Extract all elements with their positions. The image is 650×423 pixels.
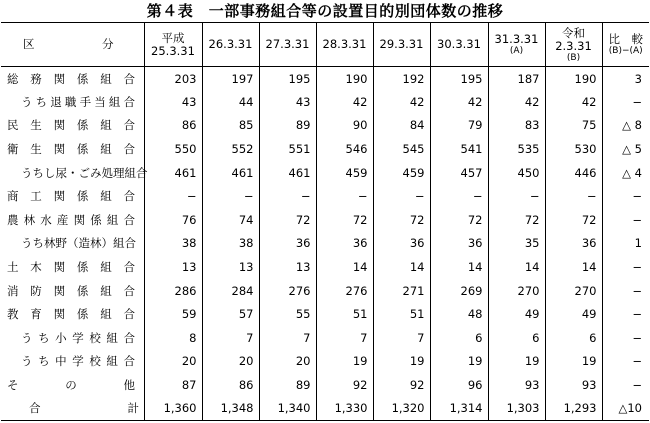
cell-value: 20 [202,350,259,374]
cell-value: 541 [430,137,488,161]
cell-value: 42 [488,90,545,114]
table-row [1,255,649,279]
cell-value: 96 [430,373,488,397]
row-label: 衛 生 関 係 組 合 [7,142,135,157]
cell-value: 72 [259,208,316,232]
row-label: う ち 小 学 校 組 合 [21,330,135,345]
cell-compare: − [602,279,649,303]
cell-value: 14 [545,255,602,279]
cell-value: − [488,184,545,208]
cell-value: 14 [430,255,488,279]
header-col: 平成 25.3.31 [144,23,202,67]
header-col: 令和 2.3.31 (B) [545,23,602,67]
cell-value: 93 [488,373,545,397]
cell-compare: △ 4 [602,161,649,185]
cell-value: 72 [545,208,602,232]
header-col: 29.3.31 [373,23,430,67]
cell-value: 197 [202,67,259,91]
header-label: 区 分 [1,23,144,67]
cell-value: 51 [316,302,373,326]
cell-value: 49 [488,302,545,326]
cell-value: 1,360 [144,397,202,421]
cell-value: 551 [259,137,316,161]
cell-value: 92 [316,373,373,397]
cell-value: 192 [373,67,430,91]
cell-value: 276 [316,279,373,303]
cell-value: 89 [259,373,316,397]
cell-value: 55 [259,302,316,326]
row-label: う ち 退 職 手 当 組 合 [21,94,135,109]
cell-value: 19 [430,350,488,374]
cell-compare: − [602,326,649,350]
cell-value: 7 [259,326,316,350]
table-row [1,326,649,350]
cell-value: 72 [373,208,430,232]
cell-value: 44 [202,90,259,114]
cell-value: 550 [144,137,202,161]
table-row [1,397,649,421]
row-label: う ち 林 野 （ 造 林 ） 組 合 [21,236,136,251]
cell-compare: 1 [602,232,649,256]
cell-value: 76 [144,208,202,232]
table-row [1,350,649,374]
cell-value: − [316,184,373,208]
cell-compare: △ 8 [602,114,649,138]
cell-value: 42 [373,90,430,114]
cell-value: 1,348 [202,397,259,421]
table-row [1,90,649,114]
cell-value: − [144,184,202,208]
table-row [1,232,649,256]
cell-value: 35 [488,232,545,256]
row-label: 消 防 関 係 組 合 [7,283,135,298]
row-label: 合 計 [1,397,144,421]
cell-value: 187 [488,67,545,91]
cell-value: 72 [430,208,488,232]
cell-value: 1,314 [430,397,488,421]
cell-value: 87 [144,373,202,397]
row-label: そ の 他 [7,378,135,393]
cell-value: 269 [430,279,488,303]
table-row [1,67,649,91]
cell-value: 36 [545,232,602,256]
cell-value: 195 [259,67,316,91]
cell-compare: △ 5 [602,137,649,161]
cell-value: 276 [259,279,316,303]
cell-value: 14 [488,255,545,279]
cell-value: 461 [259,161,316,185]
cell-value: 457 [430,161,488,185]
cell-value: 286 [144,279,202,303]
cell-value: 79 [430,114,488,138]
cell-value: 75 [545,114,602,138]
cell-value: 13 [144,255,202,279]
cell-value: 459 [373,161,430,185]
cell-value: 461 [144,161,202,185]
cell-value: 7 [202,326,259,350]
cell-value: 7 [316,326,373,350]
cell-value: 14 [373,255,430,279]
cell-value: 38 [144,232,202,256]
cell-compare: − [602,373,649,397]
cell-value: 57 [202,302,259,326]
cell-value: 19 [545,350,602,374]
cell-value: 42 [430,90,488,114]
cell-value: 284 [202,279,259,303]
cell-compare: − [602,350,649,374]
cell-value: 552 [202,137,259,161]
cell-value: 92 [373,373,430,397]
cell-compare: 3 [602,67,649,91]
row-label: 土 木 関 係 組 合 [7,260,135,275]
cell-value: 461 [202,161,259,185]
cell-value: 459 [316,161,373,185]
header-col-compare: 比 較 (B)−(A) [602,23,649,67]
cell-value: 36 [259,232,316,256]
row-label: う ち 中 学 校 組 合 [21,354,135,369]
cell-value: 72 [316,208,373,232]
table-row [1,137,649,161]
cell-value: 85 [202,114,259,138]
cell-value: 8 [144,326,202,350]
cell-value: 86 [202,373,259,397]
cell-value: 19 [488,350,545,374]
row-label: 総 務 関 係 組 合 [7,71,135,86]
cell-value: 1,293 [545,397,602,421]
cell-value: 6 [488,326,545,350]
cell-value: 20 [144,350,202,374]
cell-value: 7 [373,326,430,350]
cell-value: 14 [316,255,373,279]
cell-value: 1,330 [316,397,373,421]
table-row [1,373,649,397]
cell-compare: − [602,302,649,326]
cell-value: 59 [144,302,202,326]
cell-value: 72 [488,208,545,232]
header-col: 30.3.31 [430,23,488,67]
cell-value: 89 [259,114,316,138]
cell-value: 51 [373,302,430,326]
cell-value: 19 [373,350,430,374]
row-label: 教 育 関 係 組 合 [7,307,135,322]
cell-value: 195 [430,67,488,91]
cell-value: 1,320 [373,397,430,421]
cell-value: 6 [430,326,488,350]
cell-value: 450 [488,161,545,185]
cell-value: 270 [545,279,602,303]
cell-compare: − [602,255,649,279]
cell-value: − [430,184,488,208]
cell-value: 13 [202,255,259,279]
cell-value: 49 [545,302,602,326]
cell-value: − [545,184,602,208]
cell-value: 203 [144,67,202,91]
cell-value: 86 [144,114,202,138]
cell-value: 13 [259,255,316,279]
row-label: 商 工 関 係 組 合 [7,189,135,204]
cell-value: − [259,184,316,208]
cell-value: 43 [144,90,202,114]
cell-value: 1,340 [259,397,316,421]
cell-value: 190 [316,67,373,91]
table-row [1,184,649,208]
cell-value: 42 [545,90,602,114]
cell-value: 42 [316,90,373,114]
table-row [1,114,649,138]
cell-value: 546 [316,137,373,161]
cell-value: 90 [316,114,373,138]
cell-value: − [202,184,259,208]
cell-value: 83 [488,114,545,138]
header-col: 28.3.31 [316,23,373,67]
cell-value: 19 [316,350,373,374]
cell-compare: − [602,184,649,208]
cell-value: 1,303 [488,397,545,421]
header-row [1,23,649,67]
cell-compare: △10 [602,397,649,421]
cell-value: 84 [373,114,430,138]
cell-value: 43 [259,90,316,114]
cell-value: 271 [373,279,430,303]
row-label: う ち し 尿 ・ ご み 処 理 組 合 [21,165,148,180]
cell-value: 446 [545,161,602,185]
cell-compare: − [602,208,649,232]
row-label: 民 生 関 係 組 合 [7,118,135,133]
cell-value: 74 [202,208,259,232]
cell-value: 6 [545,326,602,350]
table-row [1,208,649,232]
cell-value: 38 [202,232,259,256]
cell-value: 48 [430,302,488,326]
cell-value: 36 [373,232,430,256]
row-label: 農 林 水 産 関 係 組 合 [7,212,135,227]
table-row [1,161,649,185]
cell-value: − [373,184,430,208]
cell-value: 545 [373,137,430,161]
cell-value: 36 [430,232,488,256]
table-title: 第４表 一部事務組合等の設置目的別団体数の推移 [146,2,504,20]
cell-value: 20 [259,350,316,374]
cell-value: 535 [488,137,545,161]
header-col: 27.3.31 [259,23,316,67]
cell-value: 93 [545,373,602,397]
header-col: 26.3.31 [202,23,259,67]
data-table [1,22,649,421]
cell-value: 36 [316,232,373,256]
cell-value: 530 [545,137,602,161]
table-row [1,302,649,326]
cell-compare: − [602,90,649,114]
table-row [1,279,649,303]
cell-value: 190 [545,67,602,91]
header-col: 31.3.31 (A) [488,23,545,67]
cell-value: 270 [488,279,545,303]
